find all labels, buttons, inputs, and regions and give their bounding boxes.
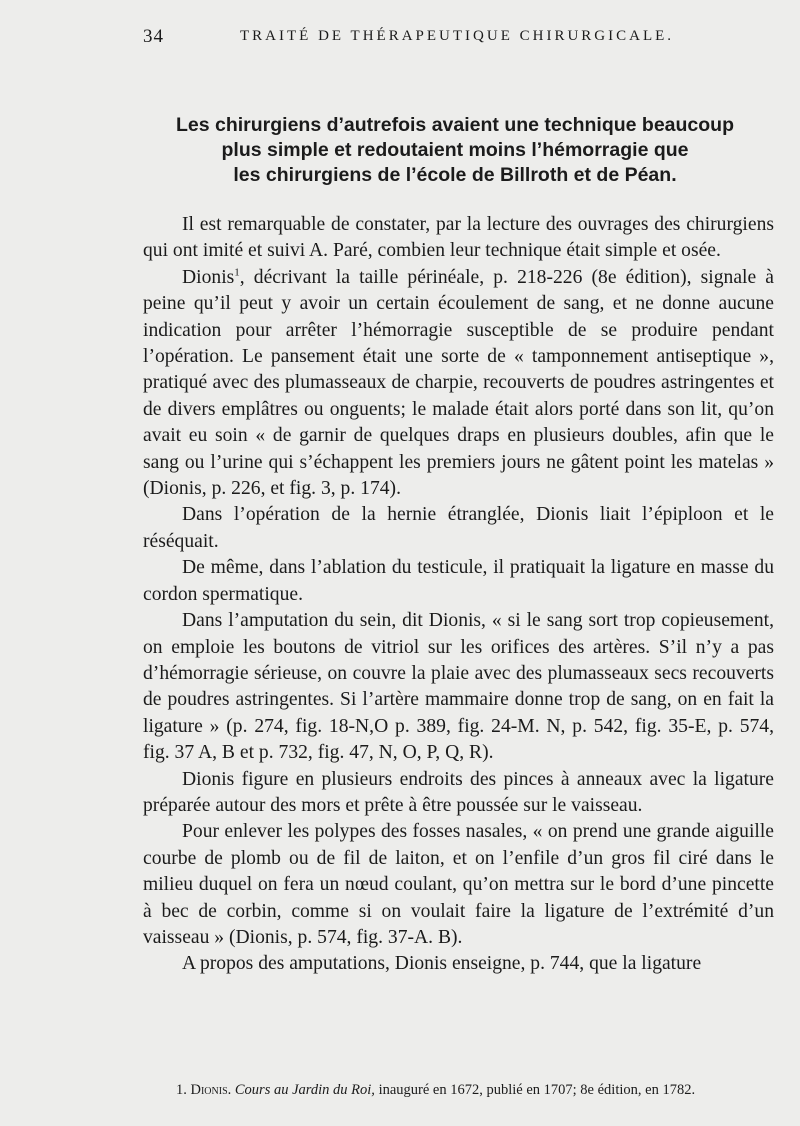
section-title-line-2: plus simple et redoutaient moins l’hémorragie que xyxy=(221,139,689,161)
paragraph-6: Dionis figure en plusieurs endroits des pinces à anneaux avec la ligature préparée autour des mors et prête à être poussée sur le vaisseau. xyxy=(143,768,774,816)
section-title-line-1: Les chirurgiens d’autrefois avaient une technique beaucoup xyxy=(175,114,735,136)
paragraph-2 xyxy=(143,265,774,503)
paragraph-2-start: Dionis xyxy=(182,266,235,288)
section-title xyxy=(130,113,780,188)
footnote-number: 1. xyxy=(176,1082,187,1098)
body-text xyxy=(143,212,774,978)
running-head: TRAITÉ DE THÉRAPEUTIQUE CHIRURGICALE. xyxy=(240,28,675,44)
paragraph-5: Dans l’amputation du sein, dit Dionis, « si le sang sort trop copieusement, on emploie les boutons de vitriol sur les orifices des artères. S’il n’y a pas d’hémorragie sérieuse, on couvre la plaie avec des plumasseaux secs recouverts de poudres astringentes. Si l’artère mammaire donne trop de sang, on en fait la ligature » (p. 274, fig. 18-N,O p. 389, fig. 24-M. N, p. 542, fig. 35-E, p. 574, fig. 37 A, B et p. 732, fig. 47, N, O, P, Q, R). xyxy=(143,610,774,764)
paragraph-2-rest: , décrivant la taille périnéale, p. 218-226 (8e édition), signale à peine qu’il peut y avoir un certain écoulement de sang, et ne donne aucune indication pour arrêter l’hémorragie susceptible de se produire pendant l’opération. Le pansement était une sorte de « tamponnement antiseptique », pratiqué avec des plumasseaux de charpie, recouverts de poudres astringentes et de divers emplâtres ou onguents; le malade était alors porté dans son lit, qu’on avait eu soin « de garnir de quelques draps en plusieurs doubles, afin que le sang ou l’urine qui s’échappent les premiers jours ne gâtent point les matelas » (Dionis, p. 226, et fig. 3, p. 174). xyxy=(143,266,774,500)
paragraph-4: De même, dans l’ablation du testicule, il pratiquait la ligature en masse du cordon spermatique. xyxy=(143,557,774,605)
footnote xyxy=(176,1082,786,1099)
page-header xyxy=(143,26,783,56)
paragraph-7: Pour enlever les polypes des fosses nasales, « on prend une grande aiguille courbe de plomb ou de fil de laiton, et on l’enfile d’un gros fil ciré dans le milieu duquel on fera un nœud coulant, qu’on mettra sur le bord d’une pincette à bec de corbin, comme si on voulait faire la ligature de l’extrémité d’un vaisseau » (Dionis, p. 574, fig. 37-A. B). xyxy=(143,821,774,948)
paragraph-3: Dans l’opération de la hernie étranglée, Dionis liait l’épiploon et le réséquait. xyxy=(143,504,774,552)
footnote-title: Cours au Jardin du Roi, xyxy=(234,1082,375,1098)
footnote-reference: 1 xyxy=(234,266,240,279)
section-title-line-3: les chirurgiens de l’école de Billroth et de Péan. xyxy=(233,164,677,186)
paragraph-1: Il est remarquable de constater, par la lecture des ouvrages des chirurgiens qui ont imité et suivi A. Paré, combien leur technique était simple et osée. xyxy=(143,214,774,262)
footnote-text: inauguré en 1672, publié en 1707; 8e édition, en 1782. xyxy=(378,1082,696,1098)
paragraph-8: A propos des amputations, Dionis enseigne, p. 744, que la ligature xyxy=(182,953,702,975)
page-number: 34 xyxy=(143,26,164,47)
footnote-author: Dionis. xyxy=(190,1082,232,1098)
